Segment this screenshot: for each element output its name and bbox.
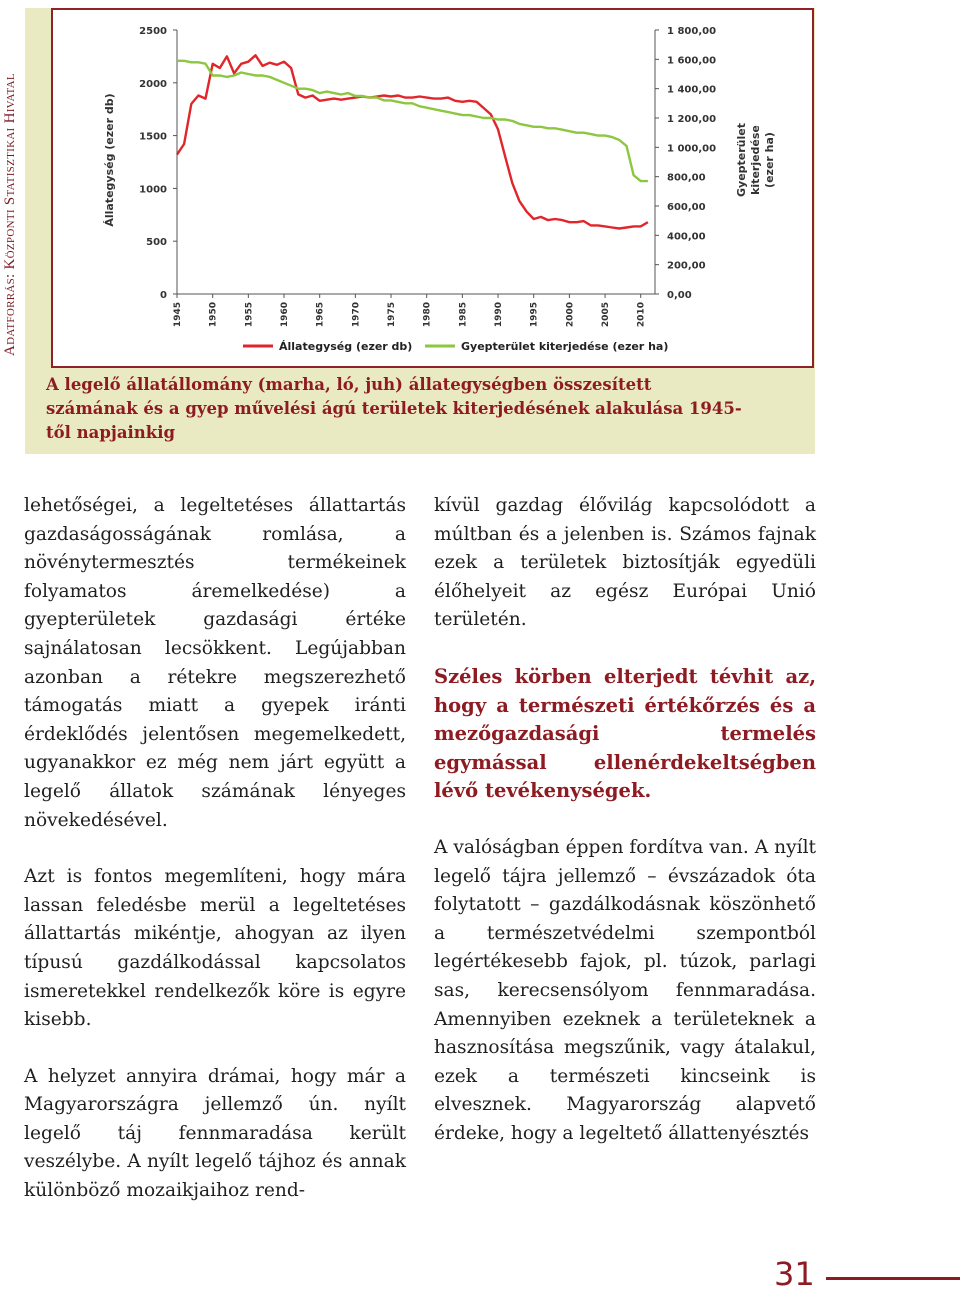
legend-label-animals: Állategység (ezer db): [279, 340, 413, 353]
left-tick-label: 2500: [139, 26, 167, 37]
legend-label-grassland: Gyepterület kiterjedése (ezer ha): [461, 340, 669, 353]
x-tick-label: 1995: [529, 302, 540, 328]
left-tick-label: 0: [160, 290, 167, 301]
x-tick-label: 1955: [244, 302, 255, 328]
right-tick-label: 800,00: [667, 172, 706, 184]
left-tick-label: 500: [146, 237, 167, 249]
x-tick-label: 1985: [458, 302, 469, 328]
left-axis-title: Állategység (ezer db): [103, 93, 116, 227]
x-tick-label: 1950: [208, 302, 219, 328]
paragraph: kívül gazdag élővilág kapcsolódott a múltban és a jelenben is. Számos fajnak ezek a területek biztosítják egyedüli élőhelyeit az egész Európai Unió területén.: [434, 495, 816, 631]
x-tick-label: 1990: [494, 302, 505, 328]
x-tick-label: 1975: [387, 302, 398, 328]
left-tick-label: 2000: [139, 78, 167, 90]
right-tick-label: 1 600,00: [667, 55, 717, 67]
x-tick-label: 1960: [280, 302, 291, 328]
line-chart: [53, 10, 812, 366]
right-axis-title-line2: kiterjedése: [749, 125, 762, 195]
right-tick-label: 600,00: [667, 202, 706, 213]
right-tick-label: 400,00: [667, 231, 706, 243]
animals-series-line: [177, 55, 648, 228]
left-column: [24, 492, 406, 1206]
x-tick-label: 2000: [565, 302, 576, 328]
paragraph: A valóságban éppen fordítva van. A nyílt legelő tájra jellemző – évszázadok óta folytatott – gazdálkodásnak köszönhető a természetvédelmi szempontból legértékesebb fajok, pl. túzok, parlagi sas, kerecsensólyom fennmaradása. Amennyiben ezeknek a területeknek a hasznosítása megszűnik, vagy átalakul, ezek a természeti kincseink is elvesznek. Magyarország alapvető érdeke, hogy a legeltető állattenyésztés: [434, 836, 816, 1144]
x-tick-label: 1980: [422, 302, 433, 328]
chart-frame: [51, 8, 814, 368]
right-tick-label: 0,00: [667, 290, 692, 301]
right-tick-label: 1 800,00: [667, 26, 717, 37]
x-tick-label: 1970: [351, 302, 362, 328]
right-tick-label: 1 000,00: [667, 143, 717, 155]
right-tick-label: 1 400,00: [667, 84, 717, 96]
page-number-rule: [826, 1277, 960, 1280]
right-axis-title: Gyepterület: [735, 123, 748, 197]
source-label: Adatforrás: Központi Statisztikai Hivatal: [2, 73, 18, 356]
right-tick-label: 1 200,00: [667, 114, 717, 125]
page-number: 31: [774, 1255, 815, 1293]
x-tick-label: 1965: [315, 302, 326, 328]
paragraph: lehetőségei, a legeltetéses állattartás gazdaságosságának romlása, a növénytermesztés termékeinek folyamatos áremelkedése) a gyepterületek gazdasági értéke sajnálatosan lecsökkent. Legújabban azonban a rétekre megszerezhető támogatás miatt a gyepek iránti érdeklődés jelentősen megemelkedett, ugyanakkor ez még nem járt együtt a legelő állatok számának lényeges növekedésével.: [24, 495, 406, 831]
x-tick-label: 2005: [601, 302, 612, 328]
left-tick-label: 1000: [139, 184, 167, 196]
paragraph: Azt is fontos megemlíteni, hogy mára lassan feledésbe merül a legeltetéses állattartás mikéntje, ahogyan az ilyen típusú gazdálkodással kapcsolatos ismeretekkel rendelkezők köre is egyre kisebb.: [24, 866, 406, 1031]
highlighted-statement: Széles körben elterjedt tévhit az, hogy a természeti értékőrzés és a mezőgazdasági termelés egymással ellenérdekeltségben lévő tevékenységek.: [434, 664, 816, 803]
right-column: [434, 492, 816, 1148]
grassland-series-line: [177, 61, 648, 181]
x-tick-label: 1945: [173, 302, 183, 328]
figure: [25, 8, 815, 454]
right-tick-label: 200,00: [667, 260, 706, 272]
paragraph: A helyzet annyira drámai, hogy már a Magyarországra jellemző ún. nyílt legelő táj fennmaradása került veszélybe. A nyílt legelő tájhoz és annak különböző mozaikjaihoz rend-: [24, 1065, 406, 1202]
figure-caption: A legelő állatállomány (marha, ló, juh) állategységben összesített számának és a gyep művelési ágú területek kiterjedésének alakulása 1945-től napjainkig: [46, 375, 742, 442]
x-tick-label: 2010: [636, 302, 647, 328]
right-axis-title-line3: (ezer ha): [763, 132, 776, 188]
left-tick-label: 1500: [139, 131, 167, 143]
